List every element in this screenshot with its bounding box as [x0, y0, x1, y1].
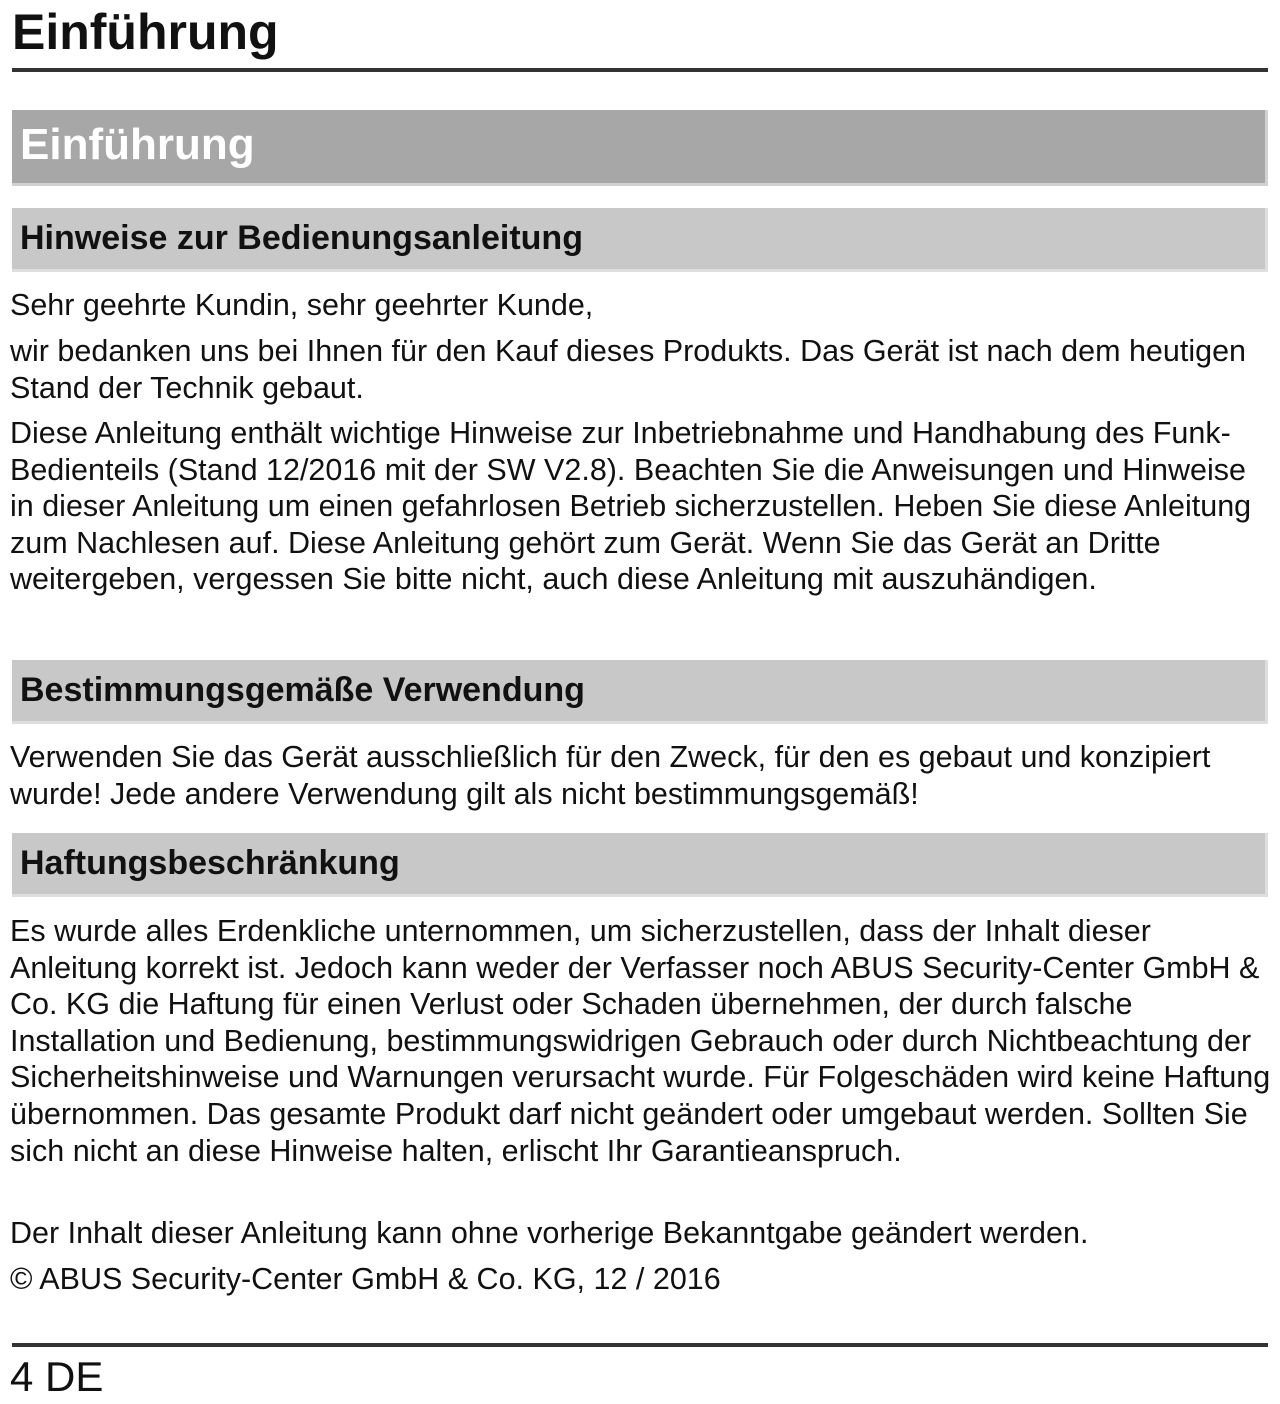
footer-divider: [12, 1343, 1268, 1347]
section-heading-bar: [12, 208, 1268, 272]
section-heading-intended-use: Bestimmungsgemäße Verwendung: [20, 671, 585, 709]
chapter-heading-bar: [12, 110, 1268, 186]
page-title: Einführung: [12, 4, 279, 60]
section-heading-manual-notes: Hinweise zur Bedienungsanleitung: [20, 219, 583, 257]
chapter-title: Einführung: [20, 120, 255, 169]
section-heading-bar: [12, 833, 1268, 897]
manual-info-paragraph: Diese Anleitung enthält wichtige Hinweise zur Inbetriebnahme und Handhabung des Funk-Bedienteils (Stand 12/2016 mit der SW V2.8). Beachten Sie die Anweisungen und Hinweise in dieser Anleitung um einen gefahrlosen Betrieb sicherzustellen. Heben Sie diese Anleitung zum Nachlesen auf. Diese Anleitung gehört zum Gerät. Wenn Sie das Gerät an Dritte weitergeben, vergessen Sie bitte nicht, auch diese Anleitung mit auszuhändigen.: [10, 416, 1252, 597]
section-heading-bar: [12, 660, 1268, 724]
greeting-paragraph: Sehr geehrte Kundin, sehr geehrter Kunde,: [10, 288, 594, 322]
intended-use-paragraph: Verwenden Sie das Gerät ausschließlich für den Zweck, für den es gebaut und konzipiert wurde! Jede andere Verwendung gilt als nicht bestimmungsgemäß!: [10, 740, 1211, 811]
thanks-paragraph: wir bedanken uns bei Ihnen für den Kauf dieses Produkts. Das Gerät ist nach dem heutigen Stand der Technik gebaut.: [10, 334, 1246, 405]
page-number: 4 DE: [10, 1353, 104, 1400]
copyright-notice: © ABUS Security-Center GmbH & Co. KG, 12 / 2016: [10, 1262, 721, 1296]
section-heading-liability: Haftungsbeschränkung: [20, 844, 400, 882]
change-notice-paragraph: Der Inhalt dieser Anleitung kann ohne vorherige Bekanntgabe geändert werden.: [10, 1216, 1089, 1250]
header-divider: [12, 68, 1268, 72]
liability-paragraph: Es wurde alles Erdenkliche unternommen, um sicherzustellen, dass der Inhalt dieser Anleitung korrekt ist. Jedoch kann weder der Verfasser noch ABUS Security-Center GmbH & Co. KG die Haftung für einen Verlust oder Schaden übernehmen, der durch falsche Installation und Bedienung, bestimmungswidrigen Gebrauch oder durch Nichtbeachtung der Sicherheitshinweise und Warnungen verursacht wurde. Für Folgeschäden wird keine Haftung übernommen. Das gesamte Produkt darf nicht geändert oder umgebaut werden. Sollten Sie sich nicht an diese Hinweise halten, erlischt Ihr Garantieanspruch.: [10, 914, 1271, 1168]
